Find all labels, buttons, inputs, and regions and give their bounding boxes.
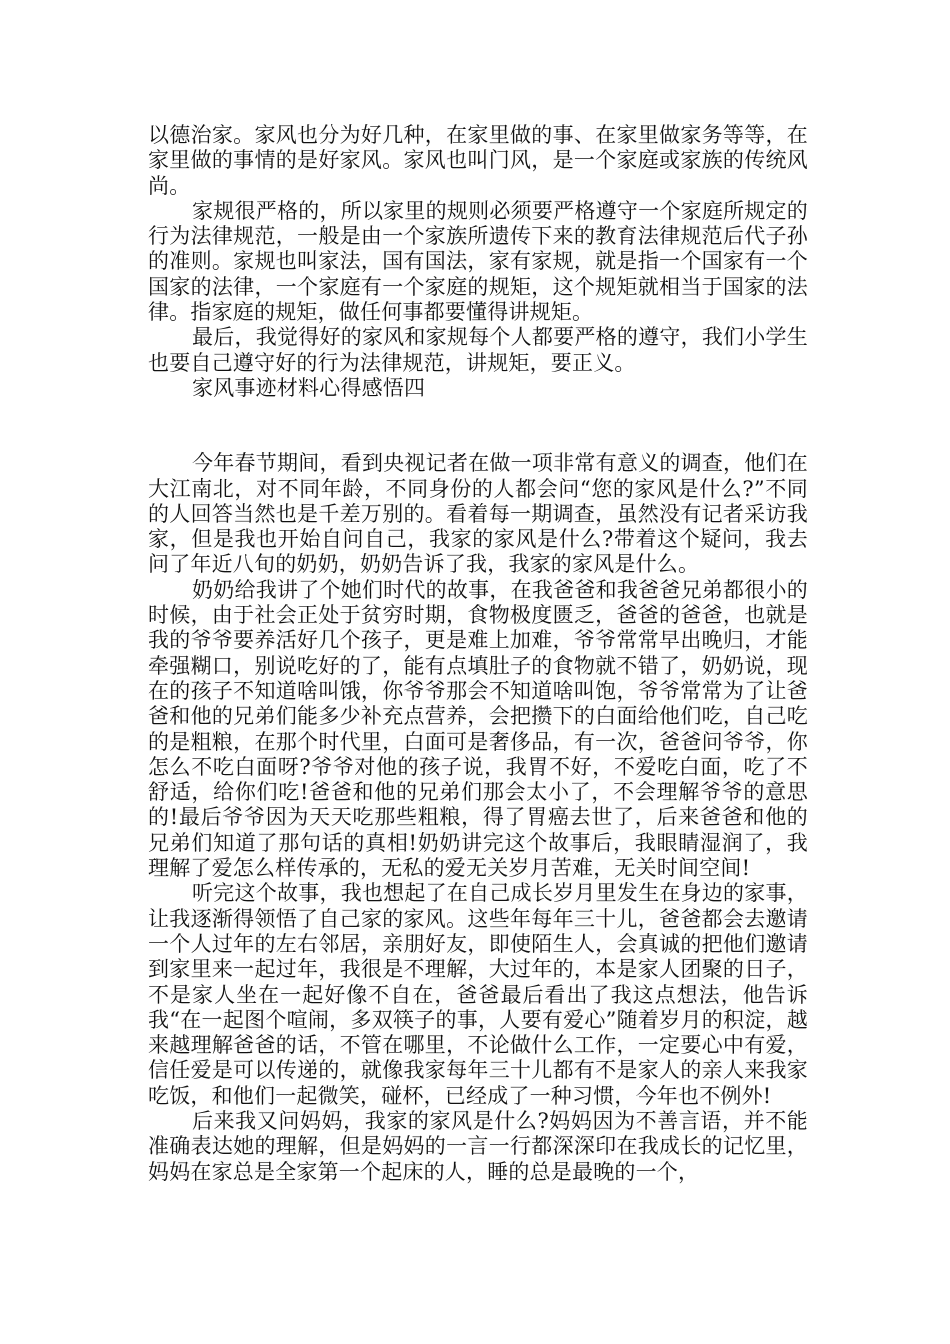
- paragraph-new-year: 听完这个故事，我也想起了在自己成长岁月里发生在身边的家事，让我逐渐得领悟了自己家的家风。这些年每年三十儿，爸爸都会去邀请一个人过年的左右邻居，亲朋好友，即使陌生人，会真诚的把他们邀请到家里来一起过年，我很是不理解，大过年的，本是家人团聚的日子，不是家人坐在一起好像不自在，爸爸最后看出了我这点想法，他告诉我“在一起图个喧闹，多双筷子的事，人要有爱心”随着岁月的积淀，越来越理解爸爸的话，不管在哪里，不论做什么工作，一定要心中有爱，信任爱是可以传递的，就像我家每年三十儿都有不是家人的亲人来我家吃饭，和他们一起微笑，碰杯，已经成了一种习惯，今年也不例外!: [148, 881, 808, 1108]
- paragraph-family-style: 以德治家。家风也分为好几种，在家里做的事、在家里做家务等等，在家里做的事情的是好家风。家风也叫门风，是一个家庭或家族的传统风尚。: [148, 123, 808, 198]
- paragraph-family-rules: 家规很严格的，所以家里的规则必须要严格遵守一个家庭所规定的行为法律规范，一般是由一个家族所遗传下来的教育法律规范后代子孙的准则。家规也叫家法，国有国法，家有家规，就是指一个国家有一个国家的法律，一个家庭有一个家庭的规矩，这个规矩就相当于国家的法律。指家庭的规矩，做任何事都要懂得讲规矩。: [148, 198, 808, 325]
- document-page: [148, 123, 808, 1185]
- section-heading: 家风事迹材料心得感悟四: [192, 375, 426, 400]
- paragraph-grandma-story: 奶奶给我讲了个她们时代的故事，在我爸爸和我爸爸兄弟都很小的时候，由于社会正处于贫穷时期，食物极度匮乏，爸爸的爸爸，也就是我的爷爷要养活好几个孩子，更是难上加难，爷爷常常早出晚归，才能牵强糊口，别说吃好的了，能有点填肚子的食物就不错了，奶奶说，现在的孩子不知道啥叫饿，你爷爷那会不知道啥叫饱，爷爷常常为了让爸爸和他的兄弟们能多少补充点营养，会把攒下的白面给他们吃，自己吃的是粗粮，在那个时代里，白面可是奢侈品，有一次，爸爸问爷爷，你怎么不吃白面呀?爷爷对他的孩子说，我胃不好，不爱吃白面，吃了不舒适，给你们吃!爸爸和他的兄弟们那会太小了，不会理解爷爷的意思的!最后爷爷因为天天吃那些粗粮，得了胃癌去世了，后来爸爸和他的兄弟们知道了那句话的真相!奶奶讲完这个故事后，我眼睛湿润了，我理解了爱怎么样传承的，无私的爱无关岁月苦难，无关时间空间!: [148, 577, 808, 881]
- blank-line: [148, 401, 808, 451]
- paragraph-mother: 后来我又问妈妈，我家的家风是什么?妈妈因为不善言语，并不能准确表达她的理解，但是妈妈的一言一行都深深印在我成长的记忆里，妈妈在家总是全家第一个起床的人，睡的总是最晚的一个，: [148, 1108, 808, 1184]
- paragraph-conclusion: 最后，我觉得好的家风和家规每个人都要严格的遵守，我们小学生也要自己遵守好的行为法律规范，讲规矩，要正义。: [148, 325, 808, 375]
- paragraph-survey: 今年春节期间，看到央视记者在做一项非常有意义的调查，他们在大江南北，对不同年龄，不同身份的人都会问“您的家风是什么?”不同的人回答当然也是千差万别的。看着每一期调查，虽然没有记者采访我家，但是我也开始自问自己，我家的家风是什么?带着这个疑问，我去问了年近八旬的奶奶，奶奶告诉了我，我家的家风是什么。: [148, 451, 808, 577]
